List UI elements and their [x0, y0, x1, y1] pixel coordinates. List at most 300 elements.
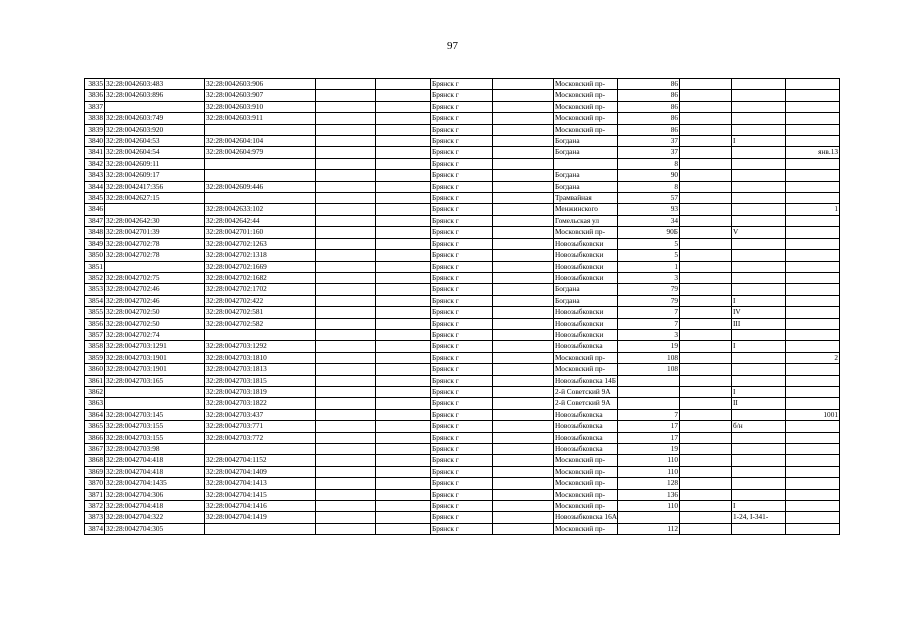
table-cell: 1 [618, 261, 680, 272]
table-cell: 32:28:0042702:1669 [205, 261, 316, 272]
table-cell: 32:28:0042701:39 [105, 227, 205, 238]
table-cell [680, 124, 732, 135]
table-row [85, 101, 840, 112]
table-cell [732, 113, 786, 124]
table-cell: 3839 [85, 124, 105, 135]
table-cell: Новозыбковски [554, 307, 618, 318]
table-cell: Брянск г [431, 204, 493, 215]
table-cell [493, 386, 554, 397]
table-cell: 32:28:0042704:1416 [205, 501, 316, 512]
table-cell: 32:28:0042609:11 [105, 158, 205, 169]
table-cell: 2 [786, 352, 840, 363]
table-cell: 3874 [85, 523, 105, 534]
table-cell [680, 523, 732, 534]
table-cell: 32:28:0042417:356 [105, 181, 205, 192]
table-cell [493, 432, 554, 443]
table-cell [316, 329, 376, 340]
table-cell [680, 375, 732, 386]
table-cell: 32:28:0042703:437 [205, 409, 316, 420]
table-cell [376, 158, 431, 169]
table-cell [786, 501, 840, 512]
table-cell: 3837 [85, 101, 105, 112]
table-cell [732, 147, 786, 158]
table-cell [376, 512, 431, 523]
table-cell [316, 398, 376, 409]
table-cell [680, 364, 732, 375]
table-cell [786, 136, 840, 147]
table-cell [376, 455, 431, 466]
table-cell: 3851 [85, 261, 105, 272]
table-row [85, 421, 840, 432]
table-cell [316, 295, 376, 306]
table-cell: Новозыбковска [554, 444, 618, 455]
table-cell: 8 [618, 181, 680, 192]
table-cell: 37 [618, 136, 680, 147]
table-cell [376, 444, 431, 455]
table-cell: 1 [786, 204, 840, 215]
table-cell [493, 478, 554, 489]
table-cell: 32:28:0042704:418 [105, 501, 205, 512]
table-cell [493, 238, 554, 249]
table-cell [376, 204, 431, 215]
table-cell: 3858 [85, 341, 105, 352]
table-cell [786, 329, 840, 340]
table-cell: Менжинского [554, 204, 618, 215]
table-cell: I [732, 136, 786, 147]
table-cell: 32:28:0042704:1435 [105, 478, 205, 489]
table-cell [316, 512, 376, 523]
table-cell: 32:28:0042604:54 [105, 147, 205, 158]
table-cell [376, 489, 431, 500]
table-cell [732, 101, 786, 112]
table-cell: 3866 [85, 432, 105, 443]
table-cell: 90 [618, 170, 680, 181]
table-cell: Брянск г [431, 409, 493, 420]
table-cell: 32:28:0042703:1292 [205, 341, 316, 352]
table-cell: I [732, 386, 786, 397]
table-row [85, 364, 840, 375]
table-cell: 3843 [85, 170, 105, 181]
table-cell: 3844 [85, 181, 105, 192]
table-cell: Московский пр- [554, 352, 618, 363]
table-cell [205, 523, 316, 534]
table-cell: 93 [618, 204, 680, 215]
table-cell [376, 250, 431, 261]
table-cell [493, 90, 554, 101]
table-cell [493, 444, 554, 455]
table-cell: Новозыбковски [554, 329, 618, 340]
table-row [85, 113, 840, 124]
table-cell: 32:28:0042609:17 [105, 170, 205, 181]
table-cell: Брянск г [431, 272, 493, 283]
table-cell [376, 364, 431, 375]
table-row [85, 352, 840, 363]
page-number: 97 [447, 40, 458, 52]
table-cell [680, 136, 732, 147]
table-cell [680, 444, 732, 455]
table-row [85, 501, 840, 512]
table-row [85, 341, 840, 352]
table-cell: 34 [618, 215, 680, 226]
table-cell: 32:28:0042704:1419 [205, 512, 316, 523]
table-cell: 32:28:0042702:581 [205, 307, 316, 318]
table-cell: 32:28:0042702:74 [105, 329, 205, 340]
table-cell [732, 352, 786, 363]
table-cell [105, 398, 205, 409]
table-cell [493, 261, 554, 272]
table-cell [316, 158, 376, 169]
table-cell [316, 284, 376, 295]
table-row [85, 466, 840, 477]
table-cell: 37 [618, 147, 680, 158]
table-cell: Трамвайная [554, 193, 618, 204]
table-row [85, 523, 840, 534]
table-cell [680, 386, 732, 397]
table-cell [493, 364, 554, 375]
table-cell [376, 523, 431, 534]
table-cell [680, 409, 732, 420]
table-row [85, 90, 840, 101]
table-cell: Богдана [554, 295, 618, 306]
table-cell [680, 432, 732, 443]
table-cell [205, 444, 316, 455]
table-cell [316, 227, 376, 238]
table-cell [376, 113, 431, 124]
table-cell [376, 215, 431, 226]
table-cell: Брянск г [431, 455, 493, 466]
table-cell [493, 79, 554, 90]
table-cell: 3850 [85, 250, 105, 261]
table-cell: IV [732, 307, 786, 318]
table-cell: Московский пр- [554, 101, 618, 112]
table-cell: 32:28:0042702:78 [105, 250, 205, 261]
table-cell [205, 158, 316, 169]
table-cell: 108 [618, 352, 680, 363]
table-cell [376, 318, 431, 329]
table-cell: 32:28:0042701:160 [205, 227, 316, 238]
table-cell: 136 [618, 489, 680, 500]
table-cell [316, 113, 376, 124]
table-cell [376, 466, 431, 477]
table-row [85, 170, 840, 181]
table-cell: 3853 [85, 284, 105, 295]
table-cell [680, 318, 732, 329]
table-cell: 32:28:0042603:896 [105, 90, 205, 101]
table-cell: 32:28:0042642:44 [205, 215, 316, 226]
table-cell: 32:28:0042603:920 [105, 124, 205, 135]
table-cell: Брянск г [431, 329, 493, 340]
table-cell [376, 272, 431, 283]
table-cell [786, 101, 840, 112]
table-cell [786, 193, 840, 204]
table-cell [732, 455, 786, 466]
table-cell: I [732, 295, 786, 306]
table-cell [786, 455, 840, 466]
table-row [85, 136, 840, 147]
table-cell: 3871 [85, 489, 105, 500]
table-cell: 32:28:0042702:75 [105, 272, 205, 283]
table-cell: 32:28:0042703:1822 [205, 398, 316, 409]
table-cell [680, 204, 732, 215]
table-cell: 32:28:0042704:306 [105, 489, 205, 500]
table-cell [786, 272, 840, 283]
table-cell [680, 250, 732, 261]
table-cell: Московский пр- [554, 523, 618, 534]
table-cell [786, 124, 840, 135]
table-row [85, 284, 840, 295]
table-cell: 32:28:0042703:98 [105, 444, 205, 455]
table-cell: Брянск г [431, 523, 493, 534]
table-cell: Брянск г [431, 318, 493, 329]
table-cell: 3852 [85, 272, 105, 283]
table-cell [680, 295, 732, 306]
table-cell [680, 170, 732, 181]
table-cell: 1-24, I-341- [732, 512, 786, 523]
table-cell [376, 261, 431, 272]
table-cell: 3861 [85, 375, 105, 386]
table-cell: 32:28:0042702:50 [105, 318, 205, 329]
table-row [85, 455, 840, 466]
table-cell [618, 512, 680, 523]
table-cell [316, 204, 376, 215]
table-cell: 3842 [85, 158, 105, 169]
table-cell [680, 79, 732, 90]
table-cell: 32:28:0042704:1152 [205, 455, 316, 466]
table-cell: Брянск г [431, 512, 493, 523]
table-cell [732, 204, 786, 215]
table-cell: 32:28:0042703:772 [205, 432, 316, 443]
table-cell: 32:28:0042603:483 [105, 79, 205, 90]
table-cell [786, 386, 840, 397]
table-row [85, 147, 840, 158]
table-cell [680, 329, 732, 340]
table-cell: Брянск г [431, 227, 493, 238]
table-cell [732, 329, 786, 340]
table-cell [732, 466, 786, 477]
table-cell: 3868 [85, 455, 105, 466]
table-cell [786, 79, 840, 90]
table-cell [316, 318, 376, 329]
table-cell: 32:28:0042609:446 [205, 181, 316, 192]
table-cell: 32:28:0042704:1409 [205, 466, 316, 477]
table-cell [786, 284, 840, 295]
table-cell [316, 170, 376, 181]
table-row [85, 124, 840, 135]
table-cell: Брянск г [431, 284, 493, 295]
table-cell: 3841 [85, 147, 105, 158]
table-cell [376, 284, 431, 295]
table-cell [618, 375, 680, 386]
table-cell [680, 501, 732, 512]
table-cell [786, 307, 840, 318]
table-cell [680, 158, 732, 169]
table-cell: 32:28:0042703:1813 [205, 364, 316, 375]
table-cell: Брянск г [431, 307, 493, 318]
table-cell: Брянск г [431, 158, 493, 169]
table-cell [786, 170, 840, 181]
table-cell [376, 352, 431, 363]
table-cell: 17 [618, 421, 680, 432]
table-cell: Брянск г [431, 501, 493, 512]
table-cell [732, 272, 786, 283]
table-cell: 32:28:0042703:1819 [205, 386, 316, 397]
table-cell: V [732, 227, 786, 238]
table-cell [376, 307, 431, 318]
table-cell: Брянск г [431, 375, 493, 386]
table-cell [316, 352, 376, 363]
table-cell: Брянск г [431, 147, 493, 158]
table-cell: 32:28:0042603:910 [205, 101, 316, 112]
table-cell [680, 90, 732, 101]
table-cell [376, 170, 431, 181]
table-cell [680, 478, 732, 489]
table-cell: Брянск г [431, 101, 493, 112]
table-cell: 3856 [85, 318, 105, 329]
table-cell [786, 364, 840, 375]
table-cell [786, 250, 840, 261]
table-cell: Брянск г [431, 261, 493, 272]
table-cell: Московский пр- [554, 489, 618, 500]
table-cell: Московский пр- [554, 501, 618, 512]
table-cell: 32:28:0042704:305 [105, 523, 205, 534]
table-row [85, 318, 840, 329]
table-cell: Брянск г [431, 193, 493, 204]
table-cell [786, 238, 840, 249]
table-cell [493, 181, 554, 192]
table-cell [316, 375, 376, 386]
table-cell [786, 523, 840, 534]
table-row [85, 307, 840, 318]
table-cell [786, 295, 840, 306]
table-cell [376, 341, 431, 352]
table-cell [376, 124, 431, 135]
table-row [85, 432, 840, 443]
table-cell [786, 375, 840, 386]
table-cell: 32:28:0042702:78 [105, 238, 205, 249]
table-cell [316, 272, 376, 283]
table-cell [680, 307, 732, 318]
table-row [85, 398, 840, 409]
table-cell: 108 [618, 364, 680, 375]
table-cell: 32:28:0042704:418 [105, 455, 205, 466]
table-cell [493, 147, 554, 158]
table-row [85, 227, 840, 238]
table-cell [732, 489, 786, 500]
table-cell [680, 421, 732, 432]
table-cell [786, 512, 840, 523]
table-cell [732, 250, 786, 261]
table-cell [493, 512, 554, 523]
table-cell [680, 398, 732, 409]
table-cell: Новозыбковска [554, 421, 618, 432]
table-cell [786, 466, 840, 477]
table-row [85, 272, 840, 283]
table-cell: 32:28:0042702:1318 [205, 250, 316, 261]
table-cell: Московский пр- [554, 364, 618, 375]
table-cell [732, 90, 786, 101]
table-cell: Новозыбковски [554, 238, 618, 249]
table-cell [680, 489, 732, 500]
table-cell: 3840 [85, 136, 105, 147]
table-cell: Богдана [554, 284, 618, 295]
table-cell [732, 158, 786, 169]
table-cell: 5 [618, 238, 680, 249]
table-cell [316, 238, 376, 249]
table-cell [732, 432, 786, 443]
table-cell: Брянск г [431, 489, 493, 500]
table-cell: Московский пр- [554, 79, 618, 90]
table-cell [493, 124, 554, 135]
table-cell: 32:28:0042704:322 [105, 512, 205, 523]
table-cell: Богдана [554, 147, 618, 158]
table-cell: 17 [618, 432, 680, 443]
table-cell: 32:28:0042703:145 [105, 409, 205, 420]
table-cell [316, 341, 376, 352]
table-cell [316, 124, 376, 135]
table-cell: 3854 [85, 295, 105, 306]
table-cell: 3863 [85, 398, 105, 409]
table-cell [680, 215, 732, 226]
table-cell [732, 124, 786, 135]
table-cell [105, 386, 205, 397]
table-cell [493, 136, 554, 147]
table-cell [376, 136, 431, 147]
table-cell [680, 113, 732, 124]
table-cell [680, 181, 732, 192]
table-cell [493, 101, 554, 112]
table-cell: 32:28:0042702:50 [105, 307, 205, 318]
table-cell [376, 79, 431, 90]
table-cell [493, 501, 554, 512]
table-cell: 32:28:0042702:46 [105, 284, 205, 295]
table-cell [786, 341, 840, 352]
table-cell: Новозыбковска 14Б [555, 375, 616, 385]
table-cell: Новозыбковски [554, 250, 618, 261]
table-cell [786, 421, 840, 432]
table-cell [376, 295, 431, 306]
table-cell [680, 341, 732, 352]
table-cell [376, 101, 431, 112]
table-cell: 32:28:0042703:1815 [205, 375, 316, 386]
table-cell [205, 193, 316, 204]
table-cell [376, 501, 431, 512]
table-cell [316, 501, 376, 512]
table-cell [493, 455, 554, 466]
table-cell: Новозыбковски [554, 272, 618, 283]
table-cell: 3857 [85, 329, 105, 340]
table-cell: 32:28:0042603:749 [105, 113, 205, 124]
table-cell [732, 79, 786, 90]
table-cell: 32:28:0042633:102 [205, 204, 316, 215]
table-cell: 86 [618, 90, 680, 101]
table-row [85, 204, 840, 215]
table-cell: 3862 [85, 386, 105, 397]
table-cell [680, 261, 732, 272]
table-cell [316, 79, 376, 90]
table-cell: 112 [618, 523, 680, 534]
table-cell: 86 [618, 124, 680, 135]
table-cell: 57 [618, 193, 680, 204]
table-cell [732, 238, 786, 249]
table-cell [493, 398, 554, 409]
table-cell [493, 421, 554, 432]
table-cell [786, 113, 840, 124]
table-cell [732, 478, 786, 489]
table-cell: 32:28:0042704:1413 [205, 478, 316, 489]
table-cell: 79 [618, 284, 680, 295]
table-cell [493, 523, 554, 534]
table-cell [316, 307, 376, 318]
